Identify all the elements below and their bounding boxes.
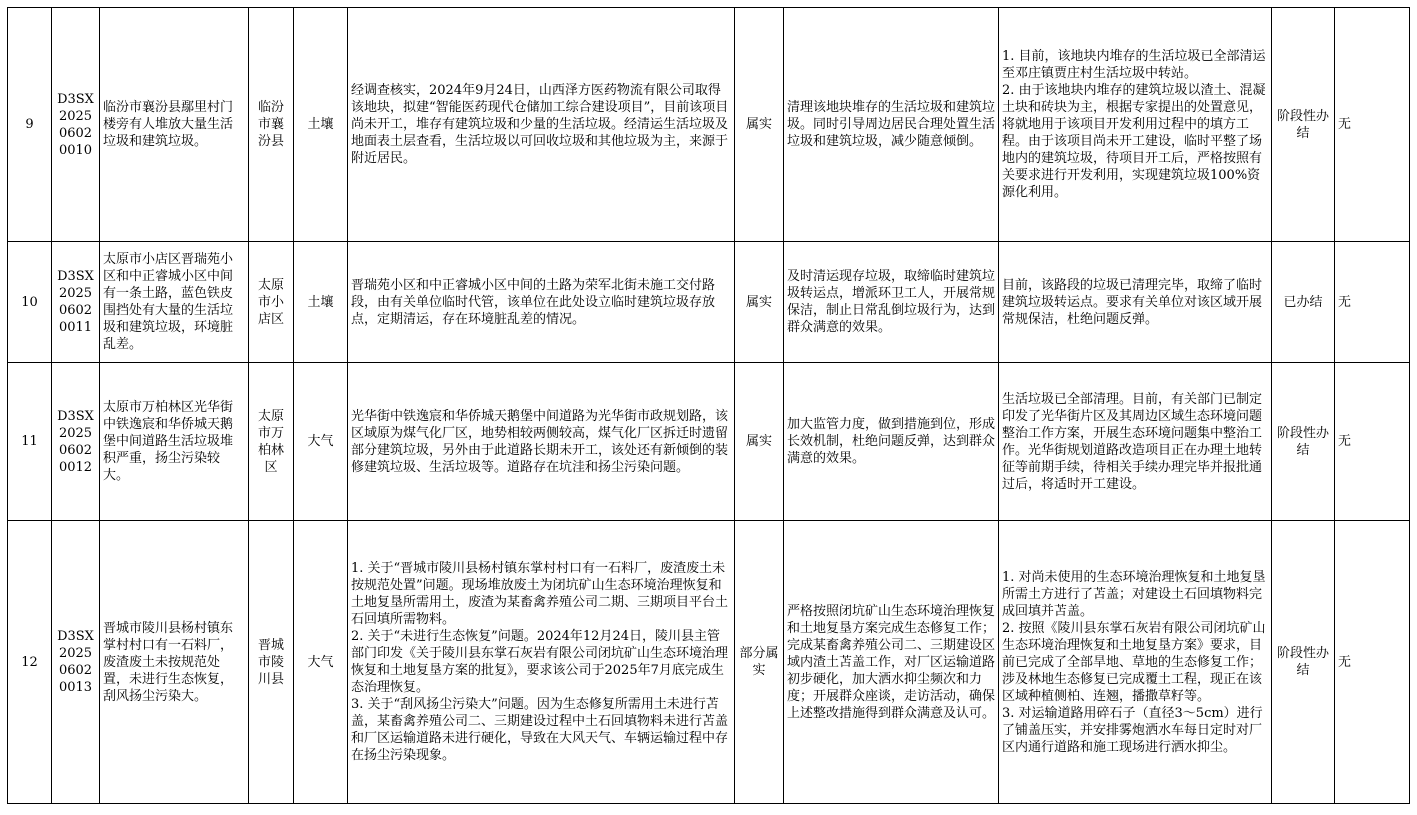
rectification-measures-cell bbox=[784, 363, 999, 521]
issue-description: 太原市小店区晋瑞苑小区和中正睿城小区中间有一条土路，蓝色铁皮围挡处有大量的生活垃圾和建筑垃圾，环境脏乱差。 bbox=[103, 252, 234, 352]
completion-status-cell bbox=[1272, 8, 1335, 242]
verdict: 部分属实 bbox=[739, 646, 779, 678]
region: 晋城市陵川县 bbox=[257, 637, 284, 687]
case-code-cell bbox=[52, 521, 100, 804]
rectification-progress-cell bbox=[999, 8, 1272, 242]
issue-description: 临汾市襄汾县鄢里村门楼旁有人堆放大量生活垃圾和建筑垃圾。 bbox=[103, 100, 234, 149]
completion-status: 阶段性办结 bbox=[1276, 108, 1329, 141]
region-cell bbox=[249, 363, 294, 521]
rectification-progress: 1. 目前，该地块内堆存的生活垃圾已全部清运至邓庄镇贾庄村生活垃圾中转站。 2. 由于该地块内堆存的建筑垃圾以渣土、混凝土块和砖块为主，根据专家提出的处置意见，将就地用于该项目开发利用过程中的填方工程。由于该项目尚未开工建设，临时平整了场地内的建筑垃圾，待项目开工后，严格按照有关要求进行开发利用，实现建筑垃圾100%资源化利用。 bbox=[1002, 49, 1266, 200]
verification-result: 光华街中铁逸宸和华侨城天鹅堡中间道路为光华街市政规划路，该区域原为煤气化厂区，地势相较两侧较高，煤气化厂区拆迁时遗留部分建筑垃圾，另外由于此道路长期未开工，该处还有新倾倒的装修建筑垃圾、生活垃圾等。道路存在坑洼和扬尘污染问题。 bbox=[351, 408, 729, 475]
table-row bbox=[8, 242, 1410, 363]
row-number: 10 bbox=[21, 294, 38, 310]
region-cell bbox=[249, 521, 294, 804]
rectification-measures: 清理该地块堆存的生活垃圾和建筑垃圾。同时引导周边居民合理处置生活垃圾和建筑垃圾，减少随意倾倒。 bbox=[787, 100, 996, 149]
rectification-measures: 严格按照闭坑矿山生态环境治理恢复和土地复垦方案完成生态修复工作；完成某畜禽养殖公司二、三期建设区域内渣土苫盖工作，对厂区运输道路初步硬化，加大洒水抑尘频次和力度；开展群众座谈，走访活动，确保上述整改措施得到群众满意及认可。 bbox=[787, 603, 996, 721]
rectification-measures-cell bbox=[784, 521, 999, 804]
issue-description-cell bbox=[100, 363, 249, 521]
verification-result: 经调查核实，2024年9月24日，山西泽方医药物流有限公司取得该地块，拟建“智能医药现代仓储加工综合建设项目”，目前该项目尚未开工，堆存有建筑垃圾和少量的生活垃圾。经清运生活垃圾及地面表土层查看，生活垃圾以可回收垃圾和其他垃圾为主，来源于附近居民。 bbox=[351, 83, 729, 166]
region: 太原市万柏林区 bbox=[257, 408, 284, 475]
verification-result: 1. 关于“晋城市陵川县杨村镇东掌村村口有一石料厂，废渣废土未按规范处置”问题。现场堆放废土为闭坑矿山生态环境治理恢复和土地复垦所需用土，废渣为某畜禽养殖公司二期、三期项目平台土石回填所需物料。 2. 关于“未进行生态恢复”问题。2024年12月24日，陵川县主管部门印发《关于陵川县东掌石灰岩有限公司闭坑矿山生态环境治理恢复和土地复垦方案的批复》，要求该公司于2025年7月底完成生态治理恢复。 3. 关于“刮风扬尘污染大”问题。因为生态修复所需用土未进行苫盖，某畜禽养殖公司二、三期建设过程中土石回填物料未进行苫盖和厂区运输道路未进行硬化，导致在大风天气、车辆运输过程中存在扬尘污染现象。 bbox=[351, 561, 729, 763]
row-number-cell bbox=[8, 363, 52, 521]
rectification-measures-cell bbox=[784, 242, 999, 363]
case-code: D3SX202506020011 bbox=[57, 269, 94, 335]
row-number: 11 bbox=[21, 434, 38, 449]
completion-status-cell bbox=[1272, 363, 1335, 521]
issue-description-cell bbox=[100, 8, 249, 242]
verdict-cell bbox=[735, 242, 784, 363]
accountability: 无 bbox=[1338, 434, 1352, 449]
rectification-progress: 目前，该路段的垃圾已清理完毕，取缔了临时建筑垃圾转运点。要求有关单位对该区域开展常规保洁，杜绝问题反弹。 bbox=[1002, 277, 1263, 327]
case-code: D3SX202506020010 bbox=[57, 91, 94, 158]
rectification-progress-cell bbox=[999, 521, 1272, 804]
accountability-cell bbox=[1335, 242, 1410, 363]
pollution-type: 大气 bbox=[307, 434, 334, 449]
region-cell bbox=[249, 8, 294, 242]
completion-status: 已办结 bbox=[1283, 294, 1323, 310]
table-row bbox=[8, 8, 1410, 242]
pollution-type: 土壤 bbox=[307, 294, 334, 310]
pollution-type-cell bbox=[294, 363, 348, 521]
case-code: D3SX202506020013 bbox=[57, 629, 94, 695]
verdict-cell bbox=[735, 8, 784, 242]
pollution-type-cell bbox=[294, 521, 348, 804]
completion-status: 阶段性办结 bbox=[1276, 425, 1329, 458]
row-number: 12 bbox=[21, 654, 38, 670]
verification-result-cell bbox=[348, 521, 735, 804]
row-number-cell bbox=[8, 242, 52, 363]
verification-result-cell bbox=[348, 8, 735, 242]
table-row bbox=[8, 363, 1410, 521]
row-number-cell bbox=[8, 521, 52, 804]
verdict-cell bbox=[735, 521, 784, 804]
region-cell bbox=[249, 242, 294, 363]
verification-result: 晋瑞苑小区和中正睿城小区中间的土路为荣军北街未施工交付路段，由有关单位临时代管，该单位在此处设立临时建筑垃圾存放点，定期清运，存在环境脏乱差的情况。 bbox=[351, 277, 716, 327]
accountability: 无 bbox=[1338, 294, 1352, 310]
verification-result-cell bbox=[348, 363, 735, 521]
issue-description: 太原市万柏林区光华街中铁逸宸和华侨城天鹅堡中间道路生活垃圾堆积严重，扬尘污染较大。 bbox=[103, 400, 234, 483]
rectification-progress-cell bbox=[999, 242, 1272, 363]
case-code: D3SX202506020012 bbox=[57, 408, 94, 475]
rectification-measures-cell bbox=[784, 8, 999, 242]
completion-status-cell bbox=[1272, 242, 1335, 363]
rectification-measures: 及时清运现存垃圾，取缔临时建筑垃圾转运点，增派环卫工人，开展常规保洁，制止日常乱倒垃圾行为，达到群众满意的效果。 bbox=[787, 269, 996, 335]
completion-status: 阶段性办结 bbox=[1276, 646, 1329, 678]
case-code-cell bbox=[52, 8, 100, 242]
complaint-table bbox=[7, 7, 1410, 804]
issue-description-cell bbox=[100, 242, 249, 363]
case-code-cell bbox=[52, 242, 100, 363]
pollution-type-cell bbox=[294, 242, 348, 363]
pollution-type: 大气 bbox=[307, 654, 334, 670]
pollution-type-cell bbox=[294, 8, 348, 242]
rectification-measures: 加大监管力度，做到措施到位，形成长效机制，杜绝问题反弹，达到群众满意的效果。 bbox=[787, 417, 996, 466]
rectification-progress-cell bbox=[999, 363, 1272, 521]
region: 太原市小店区 bbox=[257, 277, 284, 327]
row-number-cell bbox=[8, 8, 52, 242]
verdict: 属实 bbox=[745, 294, 772, 310]
verdict: 属实 bbox=[745, 117, 772, 132]
accountability-cell bbox=[1335, 521, 1410, 804]
issue-description-cell bbox=[100, 521, 249, 804]
accountability-cell bbox=[1335, 8, 1410, 242]
table-row bbox=[8, 521, 1410, 804]
accountability: 无 bbox=[1338, 654, 1352, 670]
row-number: 9 bbox=[25, 117, 34, 132]
completion-status-cell bbox=[1272, 521, 1335, 804]
verdict-cell bbox=[735, 363, 784, 521]
accountability: 无 bbox=[1338, 117, 1352, 132]
issue-description: 晋城市陵川县杨村镇东掌村村口有一石料厂，废渣废土未按规范处置，未进行生态恢复，刮风扬尘污染大。 bbox=[103, 620, 234, 704]
verdict: 属实 bbox=[745, 434, 772, 449]
pollution-type: 土壤 bbox=[307, 117, 334, 132]
rectification-progress: 生活垃圾已全部清理。目前，有关部门已制定印发了光华街片区及其周边区域生态环境问题整治工作方案，开展生态环境问题集中整治工作。光华街规划道路改造项目正在办理土地转征等前期手续，待相关手续办理完毕并报批通过后，将适时开工建设。 bbox=[1002, 391, 1263, 492]
verification-result-cell bbox=[348, 242, 735, 363]
accountability-cell bbox=[1335, 363, 1410, 521]
rectification-progress: 1. 对尚未使用的生态环境治理恢复和土地复垦所需土方进行了苫盖；对建设土石回填物料完成回填并苫盖。 2. 按照《陵川县东掌石灰岩有限公司闭坑矿山生态环境治理恢复和土地复垦方案》要求，目前已完成了全部旱地、草地的生态修复工作；涉及林地生态修复已完成覆土工程，现正在该区域种植侧柏、连翘，播撒草籽等。 3. 对运输道路用碎石子（直径3～5cm）进行了铺盖压实，并安排雾炮洒水车每日定时对厂区内通行道路和施工现场进行洒水抑尘。 bbox=[1002, 569, 1266, 755]
region: 临汾市襄汾县 bbox=[257, 100, 284, 149]
case-code-cell bbox=[52, 363, 100, 521]
